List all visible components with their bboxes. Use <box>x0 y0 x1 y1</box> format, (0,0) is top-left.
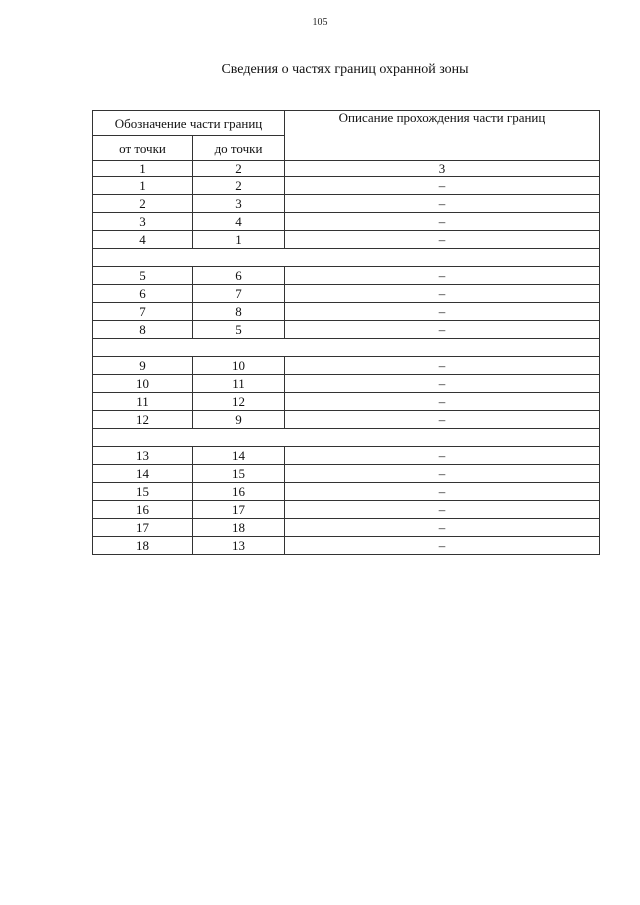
from-point-cell: 8 <box>93 321 193 339</box>
column-number: 3 <box>285 161 600 177</box>
from-point-cell: 3 <box>93 213 193 231</box>
description-cell: – <box>285 393 600 411</box>
description-cell: – <box>285 357 600 375</box>
table-row <box>93 465 600 483</box>
table-header-row <box>93 111 600 136</box>
from-point-cell: 1 <box>93 177 193 195</box>
column-number: 2 <box>193 161 285 177</box>
group-separator-row <box>93 429 600 447</box>
group-separator-row <box>93 249 600 267</box>
from-point-cell: 18 <box>93 537 193 555</box>
to-point-cell: 10 <box>193 357 285 375</box>
to-point-cell: 2 <box>193 177 285 195</box>
group-separator-cell <box>93 249 600 267</box>
header-description: Описание прохождения части границ <box>285 111 600 161</box>
to-point-cell: 11 <box>193 375 285 393</box>
from-point-cell: 6 <box>93 285 193 303</box>
table-row <box>93 303 600 321</box>
document-title: Сведения о частях границ охранной зоны <box>221 62 469 77</box>
description-cell: – <box>285 267 600 285</box>
description-cell: – <box>285 501 600 519</box>
description-cell: – <box>285 285 600 303</box>
to-point-cell: 1 <box>193 231 285 249</box>
table-row <box>93 177 600 195</box>
to-point-cell: 6 <box>193 267 285 285</box>
from-point-cell: 14 <box>93 465 193 483</box>
table-row <box>93 537 600 555</box>
table-row <box>93 357 600 375</box>
to-point-cell: 5 <box>193 321 285 339</box>
from-point-cell: 4 <box>93 231 193 249</box>
description-cell: – <box>285 519 600 537</box>
to-point-cell: 3 <box>193 195 285 213</box>
table-row <box>93 501 600 519</box>
table-row <box>93 231 600 249</box>
from-point-cell: 16 <box>93 501 193 519</box>
from-point-cell: 17 <box>93 519 193 537</box>
header-boundary-designation: Обозначение части границ <box>93 111 285 136</box>
header-from-point: от точки <box>93 136 193 161</box>
group-separator-cell <box>93 339 600 357</box>
from-point-cell: 5 <box>93 267 193 285</box>
from-point-cell: 11 <box>93 393 193 411</box>
group-separator-row <box>93 339 600 357</box>
table-row <box>93 393 600 411</box>
to-point-cell: 9 <box>193 411 285 429</box>
header-to-point: до точки <box>193 136 285 161</box>
from-point-cell: 9 <box>93 357 193 375</box>
to-point-cell: 13 <box>193 537 285 555</box>
description-cell: – <box>285 537 600 555</box>
table-row <box>93 195 600 213</box>
to-point-cell: 8 <box>193 303 285 321</box>
table-row <box>93 375 600 393</box>
description-cell: – <box>285 231 600 249</box>
description-cell: – <box>285 447 600 465</box>
description-cell: – <box>285 375 600 393</box>
column-number-row <box>93 161 600 177</box>
column-number: 1 <box>93 161 193 177</box>
table-row <box>93 321 600 339</box>
boundary-parts-table <box>92 110 600 555</box>
from-point-cell: 15 <box>93 483 193 501</box>
table-row <box>93 411 600 429</box>
to-point-cell: 12 <box>193 393 285 411</box>
to-point-cell: 14 <box>193 447 285 465</box>
to-point-cell: 15 <box>193 465 285 483</box>
description-cell: – <box>285 483 600 501</box>
to-point-cell: 4 <box>193 213 285 231</box>
to-point-cell: 18 <box>193 519 285 537</box>
table-row <box>93 483 600 501</box>
from-point-cell: 7 <box>93 303 193 321</box>
to-point-cell: 17 <box>193 501 285 519</box>
description-cell: – <box>285 411 600 429</box>
from-point-cell: 12 <box>93 411 193 429</box>
group-separator-cell <box>93 429 600 447</box>
table-body <box>93 161 600 555</box>
to-point-cell: 16 <box>193 483 285 501</box>
table-row <box>93 447 600 465</box>
table-row <box>93 285 600 303</box>
description-cell: – <box>285 195 600 213</box>
from-point-cell: 13 <box>93 447 193 465</box>
table-row <box>93 267 600 285</box>
description-cell: – <box>285 213 600 231</box>
description-cell: – <box>285 303 600 321</box>
description-cell: – <box>285 177 600 195</box>
table-row <box>93 213 600 231</box>
page-number: 105 <box>312 17 328 28</box>
from-point-cell: 10 <box>93 375 193 393</box>
description-cell: – <box>285 465 600 483</box>
table-row <box>93 519 600 537</box>
description-cell: – <box>285 321 600 339</box>
from-point-cell: 2 <box>93 195 193 213</box>
to-point-cell: 7 <box>193 285 285 303</box>
